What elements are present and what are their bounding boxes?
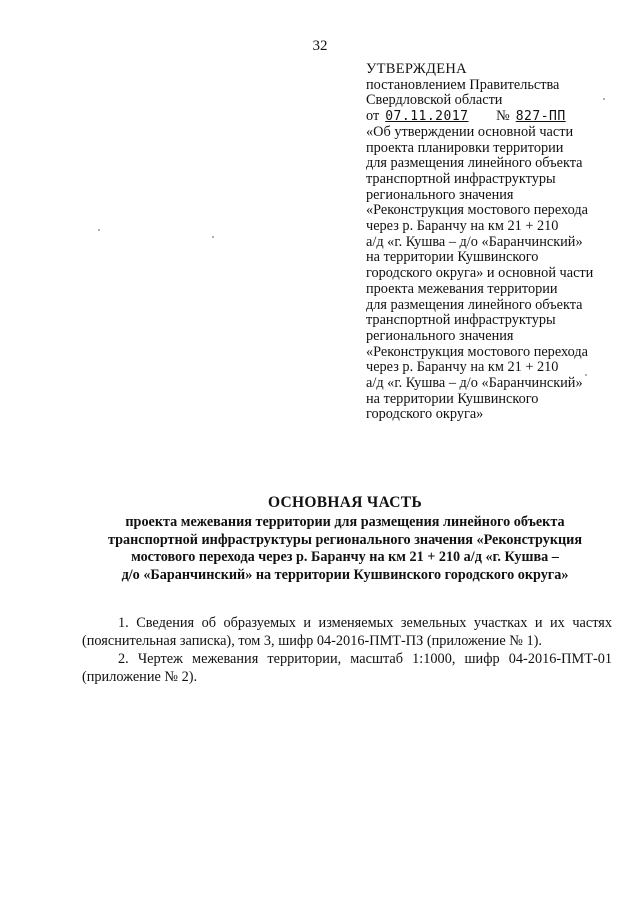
subtitle-line: проекта межевания территории для размещения линейного объекта xyxy=(125,514,565,530)
contents-list xyxy=(82,614,612,686)
approval-line: на территории Кушвинского xyxy=(366,249,539,266)
contents-item: 1. Сведения об образуемых и изменяемых земельных участках и их частях (пояснительная записка), том 3, шифр 04-2016-ПМТ-ПЗ (приложение № 1). xyxy=(82,615,612,649)
approval-line: городского округа» и основной части xyxy=(366,265,594,282)
approval-line: транспортной инфраструктуры xyxy=(366,170,556,187)
approval-line: регионального значения xyxy=(366,186,514,203)
contents-item: 2. Чертеж межевания территории, масштаб 1:1000, шифр 04-2016-ПМТ-01 (приложение № 2). xyxy=(82,651,612,685)
approval-line: на территории Кушвинского xyxy=(366,390,539,407)
decree-date: 07.11.2017 xyxy=(385,109,469,125)
approval-line: проекта межевания территории xyxy=(366,280,558,297)
approval-line: «Реконструкция мостового перехода xyxy=(366,343,588,360)
section-subtitle xyxy=(60,514,630,584)
approval-line: через р. Баранчу на км 21 + 210 xyxy=(366,218,559,235)
decree-number: 827-ПП xyxy=(515,109,566,125)
approval-line: а/д «г. Кушва – д/о «Баранчинский» xyxy=(366,233,583,250)
approval-line: регионального значения xyxy=(366,327,514,344)
decree-title-lines xyxy=(366,125,616,423)
subtitle-line: транспортной инфраструктуры регионального значения «Реконструкция xyxy=(107,531,583,548)
approval-line: проекта планировки территории xyxy=(366,139,564,156)
approval-line: для размещения линейного объекта xyxy=(366,296,583,313)
approval-line: «Реконструкция мостового перехода xyxy=(366,202,588,219)
scan-speck xyxy=(98,229,100,231)
approval-line: транспортной инфраструктуры xyxy=(366,312,556,329)
approval-line: а/д «г. Кушва – д/о «Баранчинский» xyxy=(366,375,583,392)
approval-line: Свердловской области xyxy=(366,92,503,109)
scan-speck xyxy=(212,236,214,238)
scan-speck xyxy=(603,98,605,100)
subtitle-line: д/о «Баранчинский» на территории Кушвинского городского округа» xyxy=(121,566,569,583)
approval-line: через р. Баранчу на км 21 + 210 xyxy=(366,359,559,376)
section-title-block xyxy=(60,493,630,584)
approval-block xyxy=(366,62,616,423)
subtitle-line: мостового перехода через р. Баранчу на км 21 + 210 а/д «г. Кушва – xyxy=(131,549,559,566)
approval-line: постановлением Правительства xyxy=(366,76,560,93)
page-number: 32 xyxy=(312,38,328,54)
decree-date-number-line xyxy=(366,109,616,125)
section-title: ОСНОВНАЯ ЧАСТЬ xyxy=(268,494,422,511)
approval-line: городского округа» xyxy=(366,406,484,423)
approval-line: «Об утверждении основной части xyxy=(366,123,574,140)
number-prefix: № xyxy=(496,108,510,125)
scan-speck xyxy=(585,374,587,376)
approval-line: для размещения линейного объекта xyxy=(366,155,583,172)
approval-heading: УТВЕРЖДЕНА xyxy=(366,61,467,77)
date-prefix: от xyxy=(366,108,380,125)
